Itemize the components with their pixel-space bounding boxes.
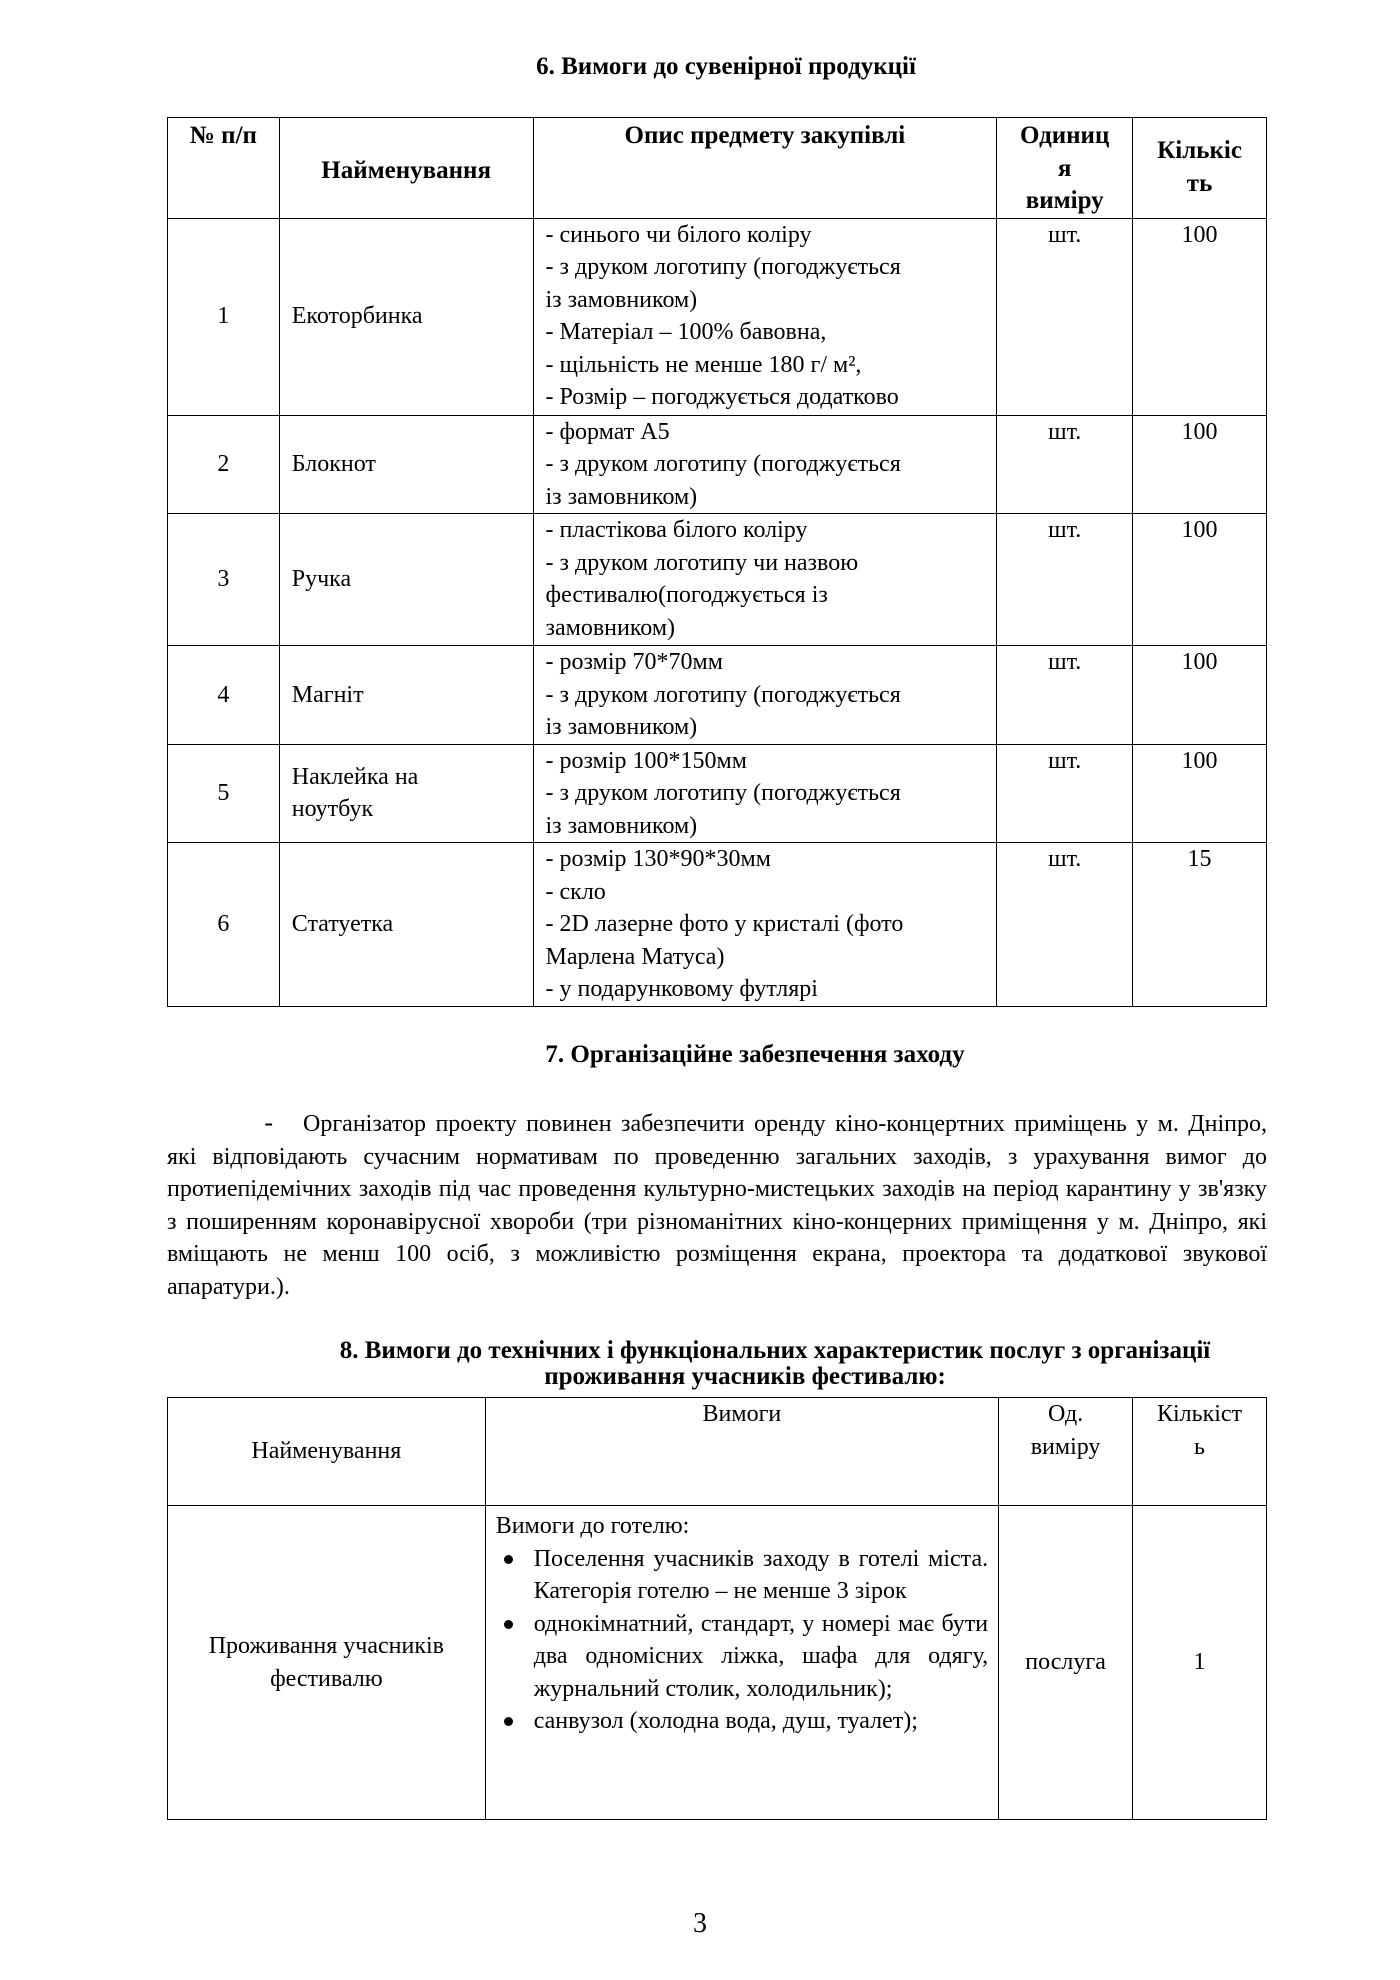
description-line: - щільність не менше 180 г/ м², bbox=[545, 351, 862, 378]
description-line: із замовником) bbox=[545, 714, 698, 740]
dash-bullet: - bbox=[264, 1108, 273, 1137]
header-unit-line: я bbox=[1057, 154, 1072, 182]
accommodation-table bbox=[167, 1397, 1267, 1820]
item-description bbox=[533, 415, 997, 514]
item-quantity: 100 bbox=[1133, 646, 1267, 745]
item-name bbox=[279, 646, 533, 745]
section-7-paragraph bbox=[167, 1107, 1267, 1303]
item-description bbox=[533, 514, 997, 646]
table-row bbox=[168, 415, 1267, 514]
item-name bbox=[279, 843, 533, 1007]
requirements-list bbox=[496, 1543, 988, 1738]
souvenir-table bbox=[167, 117, 1267, 1007]
description-line: - розмір 130*90*30мм bbox=[545, 846, 771, 872]
section-7-title: 7. Організаційне забезпечення заходу bbox=[545, 1041, 965, 1068]
item-description bbox=[533, 744, 997, 843]
header-name: Найменування bbox=[279, 118, 533, 219]
description-line: - 2D лазерне фото у кристалі (фото bbox=[545, 911, 904, 937]
table-row bbox=[168, 218, 1267, 415]
list-item: санвузол (холодна вода, душ, туалет); bbox=[496, 1705, 988, 1738]
accommodation-qty: 1 bbox=[1133, 1506, 1267, 1820]
item-name bbox=[279, 218, 533, 415]
description-line: - розмір 100*150мм bbox=[545, 747, 747, 774]
description-line: - пластікова білого коліру bbox=[545, 517, 808, 543]
item-name-line: Ручка bbox=[291, 566, 352, 593]
header-unit-line: виміру bbox=[1025, 187, 1104, 214]
header-desc: Опис предмету закупівлі bbox=[533, 118, 997, 219]
item-description bbox=[533, 646, 997, 745]
item-quantity: 100 bbox=[1133, 744, 1267, 843]
description-line: - з друком логотипу чи назвою bbox=[545, 549, 859, 576]
row-number: 5 bbox=[168, 744, 280, 843]
list-item: однокімнатний, стандарт, у номері має бути два одномісних ліжка, шафа для одягу, журнальний столик, холодильник); bbox=[496, 1608, 988, 1706]
header-qty bbox=[1133, 118, 1267, 219]
requirements-intro: Вимоги до готелю: bbox=[495, 1513, 690, 1539]
item-name-line: Екоторбинка bbox=[291, 303, 423, 330]
header-unit-line: виміру bbox=[1030, 1433, 1101, 1460]
accommodation-name bbox=[168, 1506, 486, 1820]
description-line: із замовником) bbox=[545, 286, 698, 313]
accommodation-name-line: Проживання учасників bbox=[208, 1633, 444, 1659]
section-6-title: 6. Вимоги до сувенірної продукції bbox=[536, 53, 916, 80]
accommodation-name-line: фестивалю bbox=[270, 1665, 383, 1692]
table-row bbox=[168, 514, 1267, 646]
item-unit: шт. bbox=[997, 514, 1133, 646]
accommodation-unit: послуга bbox=[999, 1506, 1133, 1820]
item-name-line: Магніт bbox=[291, 681, 364, 708]
header-accommodation-qty bbox=[1133, 1398, 1267, 1506]
description-line: - розмір 70*70мм bbox=[545, 649, 723, 675]
header-qty-line: ь bbox=[1194, 1433, 1205, 1460]
table-row bbox=[168, 744, 1267, 843]
accommodation-requirements bbox=[485, 1506, 998, 1820]
row-number: 4 bbox=[168, 646, 280, 745]
item-name-line: Статуетка bbox=[291, 911, 394, 938]
description-line: - у подарунковому футлярі bbox=[545, 976, 818, 1002]
item-description bbox=[533, 843, 997, 1007]
item-description bbox=[533, 218, 997, 415]
item-unit: шт. bbox=[997, 843, 1133, 1007]
description-line: - Матеріал – 100% бавовна, bbox=[545, 319, 827, 345]
item-quantity: 100 bbox=[1133, 218, 1267, 415]
list-item: Поселення учасників заходу в готелі міста. Категорія готелю – не менше 3 зірок bbox=[496, 1543, 988, 1608]
row-number: 6 bbox=[168, 843, 280, 1007]
description-line: із замовником) bbox=[545, 483, 698, 510]
section-7-text: Організатор проекту повинен забезпечити оренду кіно-концертних приміщень у м. Дніпро, які відповідають сучасним нормативам по проведенню загальних заходів, з урахування вимог до протиепідемічних заходів під час проведення культурно-мистецьких заходів на період карантину у зв'язку з поширенням коронавірусної хвороби (три різноманітних кіно-концерних приміщення у м. Дніпро, які вміщають не менш 100 осіб, з можливістю розміщення екрана, проектора та додаткової звукової апаратури.). bbox=[167, 1111, 1267, 1300]
header-qty-line: Кількіст bbox=[1156, 1401, 1243, 1427]
description-line: - з друком логотипу (погоджується bbox=[545, 254, 901, 280]
item-unit: шт. bbox=[997, 218, 1133, 415]
description-line: із замовником) bbox=[545, 812, 698, 839]
item-name bbox=[279, 514, 533, 646]
section-8-title-line-1: 8. Вимоги до технічних і функціональних характеристик послуг з організації bbox=[339, 1337, 1211, 1364]
description-line: - скло bbox=[545, 878, 606, 905]
item-quantity: 100 bbox=[1133, 415, 1267, 514]
description-line: - з друком логотипу (погоджується bbox=[545, 780, 901, 806]
section-8-title-line-2: проживання учасників фестивалю: bbox=[544, 1363, 946, 1390]
description-line: Марлена Матуса) bbox=[545, 943, 725, 970]
table-row bbox=[168, 843, 1267, 1007]
header-num: № п/п bbox=[168, 118, 280, 219]
header-unit bbox=[997, 118, 1133, 219]
header-requirements: Вимоги bbox=[485, 1398, 998, 1506]
header-qty-line: Кількіс bbox=[1157, 137, 1242, 165]
page-number: 3 bbox=[693, 1908, 707, 1939]
item-name-line: Блокнот bbox=[291, 451, 376, 477]
item-unit: шт. bbox=[997, 415, 1133, 514]
table-row bbox=[168, 646, 1267, 745]
header-accommodation-unit bbox=[999, 1398, 1133, 1506]
item-unit: шт. bbox=[997, 744, 1133, 843]
header-qty-line: ть bbox=[1186, 169, 1213, 197]
row-number: 1 bbox=[168, 218, 280, 415]
description-line: фестивалю(погоджується із bbox=[545, 582, 828, 608]
header-unit-line: Одиниц bbox=[1019, 122, 1110, 149]
item-quantity: 15 bbox=[1133, 843, 1267, 1007]
item-name-line: Наклейка на bbox=[291, 763, 419, 790]
description-line: замовником) bbox=[545, 614, 676, 641]
description-line: - з друком логотипу (погоджується bbox=[545, 451, 901, 477]
row-number: 3 bbox=[168, 514, 280, 646]
description-line: - з друком логотипу (погоджується bbox=[545, 681, 901, 708]
description-line: - формат А5 bbox=[545, 418, 670, 445]
row-number: 2 bbox=[168, 415, 280, 514]
item-name bbox=[279, 415, 533, 514]
description-line: - Розмір – погоджується додатково bbox=[545, 384, 899, 410]
description-line: - синього чи білого коліру bbox=[545, 221, 812, 248]
item-unit: шт. bbox=[997, 646, 1133, 745]
header-unit-line: Од. bbox=[1047, 1401, 1084, 1427]
header-accommodation-name: Найменування bbox=[168, 1398, 486, 1506]
item-name-line: ноутбук bbox=[291, 796, 374, 823]
item-quantity: 100 bbox=[1133, 514, 1267, 646]
item-name bbox=[279, 744, 533, 843]
